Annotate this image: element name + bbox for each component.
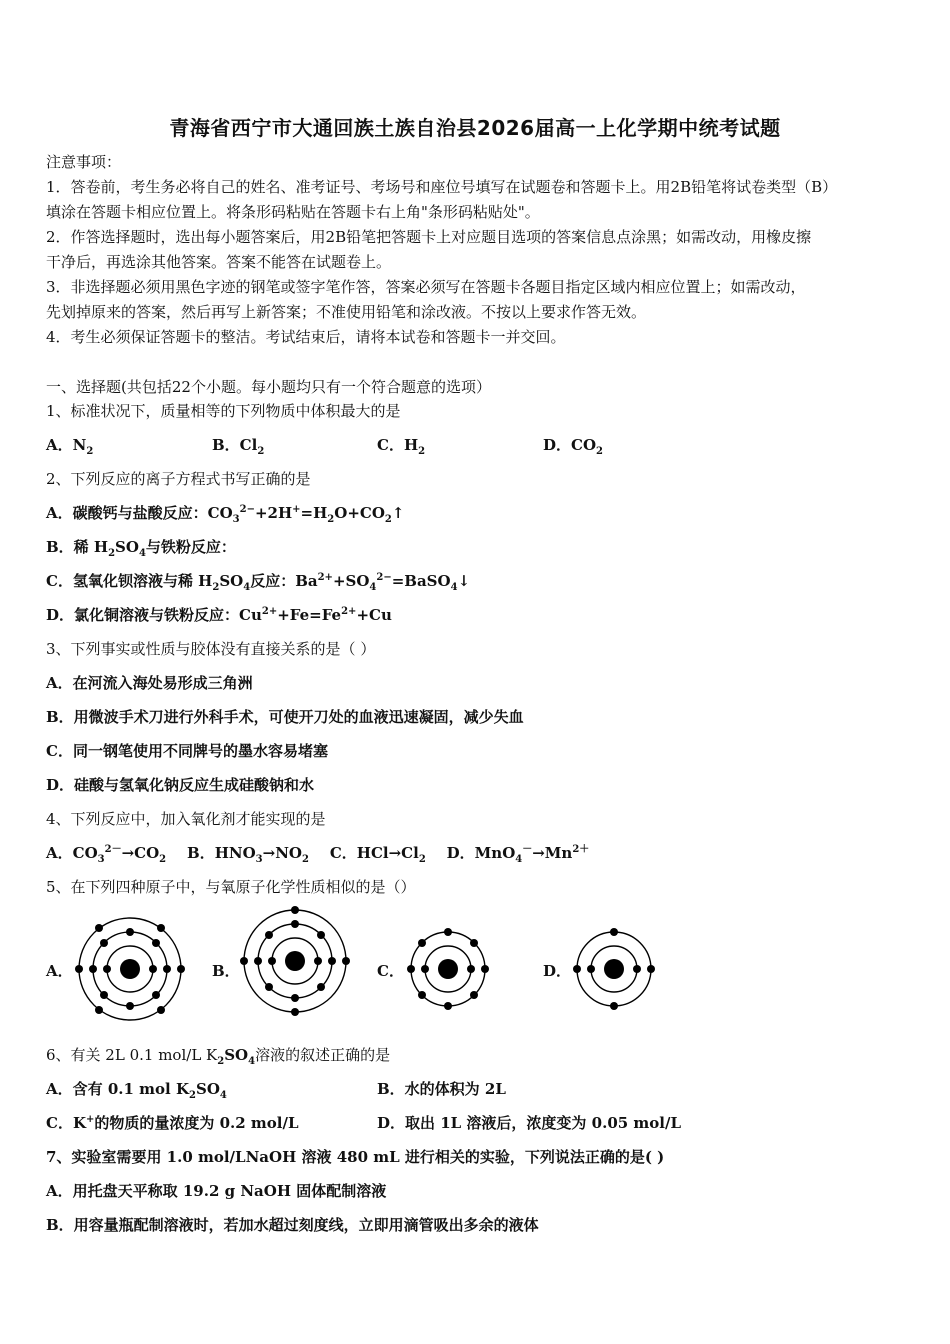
q3-option-b: B．用微波手术刀进行外科手术，可使开刀处的血液迅速凝固，减少失血 xyxy=(46,708,524,726)
q3-option-a: A．在河流入海处易形成三角洲 xyxy=(46,674,253,692)
q3-option-d: D．硅酸与氢氧化钠反应生成硅酸钠和水 xyxy=(46,776,315,794)
q6-stem: 6、有关 2L 0.1 mol/L $K_2SO_4$溶液的叙述正确的是 xyxy=(46,1046,391,1067)
q4-stem: 4、下列反应中，加入氧化剂才能实现的是 xyxy=(46,810,326,828)
notice-line-3: 2．作答选择题时，选出每小题答案后，用2B铅笔把答题卡上对应题目选项的答案信息点涂黑；如需改动，用橡皮擦 xyxy=(46,228,812,246)
q4-options xyxy=(46,843,589,863)
q7-stem: 7、实验室需要用 1.0 mol/LNaOH 溶液 480 mL 进行相关的实验，下列说法正确的是( ) xyxy=(46,1148,665,1166)
section-heading: 一、选择题(共包括22个小题。每小题均只有一个符合题意的选项） xyxy=(46,378,491,396)
q6-option-b: B．水的体积为 2L xyxy=(377,1080,506,1098)
q4-option-c: C．$HCl\to Cl_2$ xyxy=(329,844,426,865)
notice-line-4: 干净后，再选涂其他答案。答案不能答在试题卷上。 xyxy=(46,253,392,271)
q1-stem: 1、标准状况下，质量相等的下列物质中体积最大的是 xyxy=(46,402,401,420)
notice-line-5: 3．非选择题必须用黑色字迹的钢笔或签字笔作答，答案必须写在答题卡各题目指定区域内相应位置上；如需改动， xyxy=(46,278,806,296)
q1-option-a: A．$N_2$ xyxy=(46,436,94,457)
q2-stem: 2、下列反应的离子方程式书写正确的是 xyxy=(46,470,311,488)
q5-stem: 5、在下列四种原子中，与氧原子化学性质相似的是（） xyxy=(46,878,416,896)
atom-diagram-b xyxy=(240,906,350,1016)
q4-option-b: B．$HNO_3\to NO_2$ xyxy=(187,844,309,865)
q4-option-d: D．$MnO_4^-\to Mn^{2+}$ xyxy=(446,844,590,865)
q5-option-c: C． xyxy=(377,962,404,980)
atom-diagram-c xyxy=(405,926,491,1012)
notice-line-7: 4．考生必须保证答题卡的整洁。考试结束后，请将本试卷和答题卡一并交回。 xyxy=(46,328,566,346)
q2-option-c: C．氢氧化钡溶液与稀 $H_2SO_4$反应：$Ba^{2+}+SO_4^{2-}=BaSO_4↓$ xyxy=(46,572,471,593)
q5-option-d: D． xyxy=(543,962,572,980)
q1-option-b: B．$Cl_2$ xyxy=(212,436,265,457)
q5-option-b: B． xyxy=(212,962,240,980)
q3-option-c: C．同一钢笔使用不同牌号的墨水容易堵塞 xyxy=(46,742,328,760)
page-title: 青海省西宁市大通回族土族自治县2026届高一上化学期中统考试题 xyxy=(169,116,781,140)
notice-heading: 注意事项： xyxy=(46,153,122,171)
q2-option-b: B．稀 $H_2SO_4$与铁粉反应： xyxy=(46,538,236,559)
q1-option-c: C．$H_2$ xyxy=(377,436,426,457)
atom-diagram-a xyxy=(75,914,185,1024)
q6-option-c: C．K+的物质的量浓度为 0.2 mol/L xyxy=(46,1114,299,1132)
q4-option-a: A．$CO_3^{2-}\to CO_2$ xyxy=(46,844,167,865)
q6-option-a: A．含有 0.1 mol $K_2SO_4$ xyxy=(46,1080,227,1101)
q7-option-a: A．用托盘天平称取 19.2 g NaOH 固体配制溶液 xyxy=(46,1182,387,1200)
notice-line-6: 先划掉原来的答案，然后再写上新答案；不准使用铅笔和涂改液。不按以上要求作答无效。 xyxy=(46,303,647,321)
q2-option-a: A．碳酸钙与盐酸反应：$CO_3^{2-}+2H^+=H_2O+CO_2↑$ xyxy=(46,504,405,525)
notice-line-2: 填涂在答题卡相应位置上。将条形码粘贴在答题卡右上角"条形码粘贴处"。 xyxy=(46,203,540,221)
atom-diagram-d xyxy=(571,926,657,1012)
notice-line-1: 1．答卷前，考生务必将自己的姓名、准考证号、考场号和座位号填写在试题卷和答题卡上。用2B铅笔将试卷类型（B） xyxy=(46,178,838,196)
q3-stem: 3、下列事实或性质与胶体没有直接关系的是（ ） xyxy=(46,640,376,658)
q7-option-b: B．用容量瓶配制溶液时，若加水超过刻度线，立即用滴管吸出多余的液体 xyxy=(46,1216,539,1234)
q5-option-a: A． xyxy=(46,962,73,980)
q6-option-d: D．取出 1L 溶液后，浓度变为 0.05 mol/L xyxy=(377,1114,682,1132)
q1-option-d: D．$CO_2$ xyxy=(543,436,603,457)
q2-option-d: D．氯化铜溶液与铁粉反应：$Cu^{2+}+Fe=Fe^{2+}+Cu$ xyxy=(46,606,392,624)
